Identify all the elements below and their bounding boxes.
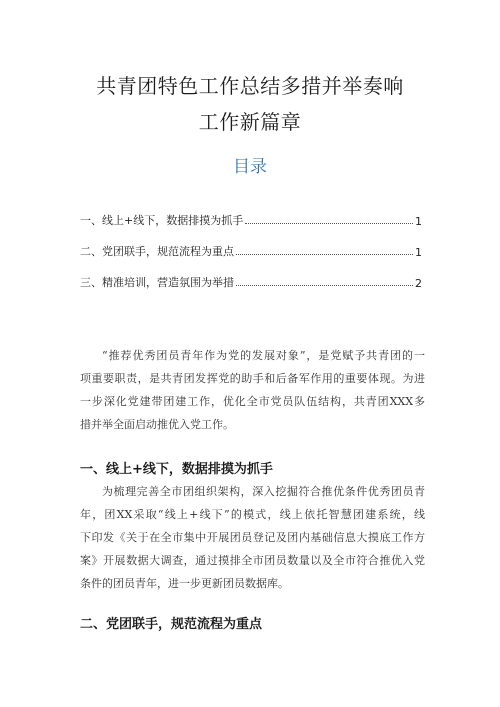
paragraph-line: 措并举全面启动推优入党工作。	[80, 418, 234, 431]
toc-item-page: 1	[415, 246, 422, 259]
section-1-heading: 一、线上+线下，数据排摸为抓手	[80, 462, 273, 477]
document-title-line-2: 工作新篇章	[198, 110, 302, 134]
paragraph-line: 年，团XX采取“线上+线下”的模式，线上依托智慧团建系统，线	[80, 508, 425, 521]
toc-item-text: 三、精准培训，营造氛围为举措	[80, 276, 234, 289]
paragraph-line: 项重要职责，是共青团发挥党的助手和后备军作用的重要体现。为进	[80, 372, 425, 385]
toc-item-page: 2	[415, 277, 422, 290]
paragraph-line: 案》开展数据大调查，通过摸排全市团员数量以及全市符合推优入党	[80, 554, 425, 567]
toc-item-page: 1	[415, 215, 422, 228]
paragraph-line: 下印发《关于在全市集中开展团员登记及团内基础信息大摸底工作方	[80, 531, 425, 544]
paragraph-line: 一步深化党建带团建工作，优化全市党员队伍结构，共青团XXX多	[80, 395, 425, 408]
toc-leader-dots	[236, 253, 413, 255]
toc-heading: 目录	[233, 157, 267, 177]
section-1-paragraph	[80, 480, 425, 595]
intro-paragraph	[80, 344, 425, 436]
paragraph-line: 为梳理完善全市团组织架构，深入挖掘符合推优条件优秀团员青	[102, 485, 425, 498]
toc-item-1[interactable]	[80, 210, 422, 228]
toc-leader-dots	[236, 284, 413, 286]
toc-leader-dots	[245, 222, 413, 224]
toc-item-text: 二、党团联手，规范流程为重点	[80, 245, 234, 258]
document-title-line-1: 共青团特色工作总结多措并举奏响	[96, 74, 404, 98]
paragraph-line: 条件的团员青年，进一步更新团员数据库。	[80, 577, 289, 590]
toc-item-3[interactable]	[80, 272, 422, 290]
paragraph-line: “推荐优秀团员青年作为党的发展对象”，是党赋予共青团的一	[102, 349, 425, 362]
toc-item-2[interactable]	[80, 241, 422, 259]
toc-item-text: 一、线上+线下，数据排摸为抓手	[80, 214, 244, 227]
section-2-heading: 二、党团联手，规范流程为重点	[80, 617, 263, 632]
